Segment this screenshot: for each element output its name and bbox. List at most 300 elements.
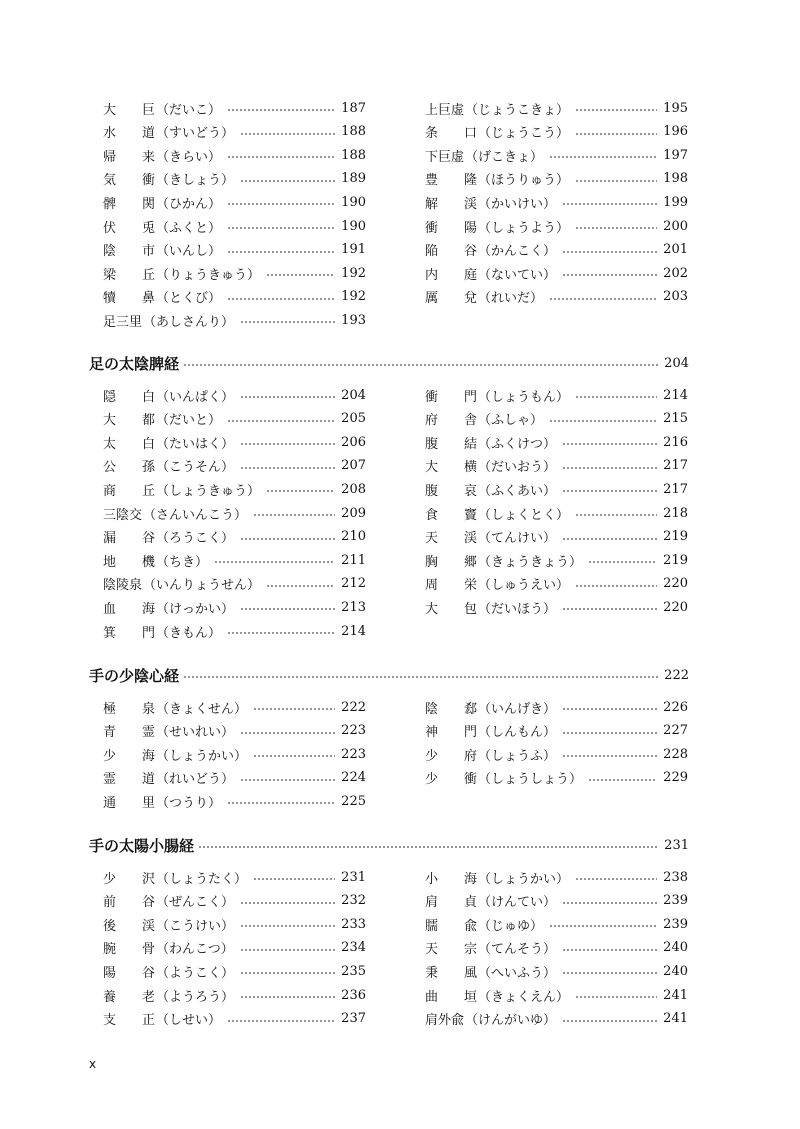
- toc-entry[interactable]: [425, 192, 688, 212]
- acupoint-reading: （きしょう）: [156, 173, 235, 189]
- leader-dots: [198, 846, 658, 848]
- entry-page-number: 206: [341, 434, 366, 450]
- leader-dots: [227, 227, 335, 229]
- acupoint-name: 支 正: [103, 1013, 155, 1029]
- entry-page-number: 217: [663, 458, 688, 474]
- leader-dots: [266, 585, 335, 587]
- entry-page-number: 233: [341, 916, 366, 932]
- toc-entry[interactable]: [425, 914, 688, 934]
- leader-dots: [227, 109, 335, 111]
- toc-entry[interactable]: [103, 597, 366, 617]
- acupoint-name: 箕 門: [103, 625, 155, 641]
- leader-dots: [240, 321, 335, 323]
- leader-dots: [562, 443, 657, 445]
- entry-page-number: 197: [663, 147, 688, 163]
- acupoint-name: 隠 白: [103, 389, 155, 405]
- acupoint-reading: （へいふう）: [478, 965, 557, 981]
- toc-entry[interactable]: [103, 287, 366, 307]
- toc-entry[interactable]: [425, 98, 688, 118]
- acupoint-name: 髀 関: [103, 196, 155, 212]
- acupoint-reading: （かいけい）: [478, 196, 557, 212]
- acupoint-name: 漏 谷: [103, 531, 155, 547]
- acupoint-name: 陽 谷: [103, 965, 155, 981]
- right-column: [425, 867, 688, 1032]
- entry-page-number: 212: [341, 576, 366, 592]
- entry-page-number: 203: [663, 289, 688, 305]
- acupoint-name: 気 衝: [103, 173, 155, 189]
- toc-entry[interactable]: [103, 961, 366, 981]
- acupoint-name: 内 庭: [425, 267, 477, 283]
- leader-dots: [575, 878, 657, 880]
- toc-entry[interactable]: [425, 240, 688, 260]
- acupoint-reading: （いんぱく）: [156, 389, 235, 405]
- acupoint-reading: （しょうかい）: [156, 748, 248, 764]
- acupoint-reading: （きもん）: [156, 625, 222, 641]
- leader-dots: [227, 632, 335, 634]
- leader-dots: [240, 396, 335, 398]
- entry-page-number: 198: [663, 171, 688, 187]
- acupoint-reading: （ようろう）: [156, 989, 235, 1005]
- entry-page-number: 204: [341, 387, 366, 403]
- acupoint-reading: （けんがいゆ）: [465, 1013, 557, 1029]
- toc-entry[interactable]: [103, 768, 366, 788]
- entry-page-number: 195: [663, 100, 688, 116]
- acupoint-reading: （すいどう）: [156, 126, 235, 142]
- toc-entry[interactable]: [103, 744, 366, 764]
- entry-page-number: 214: [341, 623, 366, 639]
- section-title: 足の太陰脾経: [89, 354, 180, 373]
- toc-entry[interactable]: [103, 621, 366, 641]
- acupoint-reading: （さんいんこう）: [143, 507, 248, 523]
- acupoint-name: 腹 哀: [425, 483, 477, 499]
- toc-entry[interactable]: [103, 385, 366, 405]
- entry-page-number: 213: [341, 599, 366, 615]
- toc-entry[interactable]: [103, 169, 366, 189]
- acupoint-reading: （ふくと）: [156, 220, 222, 236]
- entry-page-number: 239: [663, 893, 688, 909]
- entry-page-number: 234: [341, 940, 366, 956]
- leader-dots: [227, 1020, 335, 1022]
- leader-dots: [266, 274, 335, 276]
- acupoint-reading: （けっかい）: [156, 601, 235, 617]
- acupoint-reading: （せいれい）: [156, 725, 235, 741]
- toc-entry[interactable]: [103, 145, 366, 165]
- acupoint-reading: （きょくえん）: [478, 989, 570, 1005]
- acupoint-reading: （りょうきゅう）: [156, 267, 261, 283]
- toc-entry[interactable]: [103, 456, 366, 476]
- entry-page-number: 222: [341, 699, 366, 715]
- leader-dots: [575, 109, 657, 111]
- entry-page-number: 220: [663, 599, 688, 615]
- acupoint-reading: （しゅうえい）: [478, 578, 570, 594]
- section-page-number: 204: [664, 355, 689, 371]
- acupoint-name: 下巨虚: [425, 149, 465, 165]
- section-heading[interactable]: [89, 663, 689, 687]
- acupoint-name: 足三里: [103, 314, 143, 330]
- acupoint-reading: （れいどう）: [156, 772, 235, 788]
- entry-page-number: 225: [341, 793, 366, 809]
- leader-dots: [575, 996, 657, 998]
- entry-page-number: 241: [663, 1011, 688, 1027]
- entry-page-number: 189: [341, 171, 366, 187]
- right-column: [425, 697, 688, 791]
- leader-dots: [227, 156, 335, 158]
- leader-dots: [240, 443, 335, 445]
- acupoint-reading: （だいほう）: [478, 601, 557, 617]
- entry-page-number: 240: [663, 963, 688, 979]
- toc-entry[interactable]: [103, 432, 366, 452]
- entry-page-number: 229: [663, 770, 688, 786]
- entry-page-number: 235: [341, 963, 366, 979]
- toc-entry[interactable]: [425, 432, 688, 452]
- acupoint-name: 少 府: [425, 748, 477, 764]
- acupoint-reading: （たいはく）: [156, 436, 235, 452]
- toc-entry[interactable]: [425, 891, 688, 911]
- leader-dots: [227, 251, 335, 253]
- entry-page-number: 192: [341, 265, 366, 281]
- acupoint-reading: （けんてい）: [478, 895, 557, 911]
- acupoint-name: 大 巨: [103, 102, 155, 118]
- acupoint-reading: （いんし）: [156, 244, 222, 260]
- leader-dots: [227, 802, 335, 804]
- acupoint-name: 腹 結: [425, 436, 477, 452]
- toc-entry[interactable]: [425, 867, 688, 887]
- acupoint-reading: （ようこく）: [156, 965, 235, 981]
- entry-page-number: 219: [663, 529, 688, 545]
- acupoint-reading: （じゅゆ）: [478, 918, 544, 934]
- leader-dots: [562, 467, 657, 469]
- toc-entry[interactable]: [103, 867, 366, 887]
- entry-page-number: 218: [663, 505, 688, 521]
- acupoint-name: 衝 門: [425, 389, 477, 405]
- acupoint-name: 三陰交: [103, 507, 143, 523]
- toc-entry[interactable]: [103, 985, 366, 1005]
- toc-entry[interactable]: [425, 145, 688, 165]
- toc-entry[interactable]: [103, 527, 366, 547]
- entry-page-number: 223: [341, 746, 366, 762]
- leader-dots: [562, 274, 657, 276]
- acupoint-reading: （つうり）: [156, 795, 222, 811]
- acupoint-reading: （じょうこきょ）: [465, 102, 570, 118]
- toc-entry[interactable]: [425, 985, 688, 1005]
- acupoint-name: 衝 陽: [425, 220, 477, 236]
- acupoint-name: 犢 鼻: [103, 291, 155, 307]
- acupoint-name: 陥 谷: [425, 244, 477, 260]
- left-column: [103, 98, 366, 334]
- page-footer-number: x: [89, 1057, 97, 1071]
- toc-entry[interactable]: [425, 597, 688, 617]
- entry-page-number: 196: [663, 124, 688, 140]
- acupoint-name: 地 機: [103, 554, 155, 570]
- leader-dots: [240, 779, 335, 781]
- toc-entry[interactable]: [425, 961, 688, 981]
- leader-dots: [562, 972, 657, 974]
- entry-page-number: 241: [663, 987, 688, 1003]
- acupoint-name: 陰 郄: [425, 701, 477, 717]
- acupoint-reading: （ふくけつ）: [478, 436, 557, 452]
- acupoint-reading: （しょうかい）: [478, 871, 570, 887]
- toc-entry[interactable]: [103, 98, 366, 118]
- acupoint-name: 解 渓: [425, 196, 477, 212]
- acupoint-name: 伏 兎: [103, 220, 155, 236]
- leader-dots: [575, 514, 657, 516]
- toc-entry[interactable]: [425, 1009, 688, 1029]
- leader-dots: [562, 949, 657, 951]
- leader-dots: [240, 467, 335, 469]
- acupoint-name: 商 丘: [103, 483, 155, 499]
- acupoint-reading: （だいと）: [156, 413, 222, 429]
- toc-entry[interactable]: [103, 721, 366, 741]
- leader-dots: [227, 298, 335, 300]
- leader-dots: [240, 538, 335, 540]
- leader-dots: [575, 585, 657, 587]
- entry-page-number: 217: [663, 481, 688, 497]
- toc-entry[interactable]: [425, 216, 688, 236]
- leader-dots: [227, 203, 335, 205]
- acupoint-reading: （ろうこく）: [156, 531, 235, 547]
- acupoint-name: 陰陵泉: [103, 578, 143, 594]
- acupoint-reading: （てんけい）: [478, 531, 557, 547]
- toc-entry[interactable]: [103, 122, 366, 142]
- toc-entry[interactable]: [103, 240, 366, 260]
- toc-entry[interactable]: [103, 409, 366, 429]
- leader-dots: [575, 133, 657, 135]
- acupoint-reading: （しょうもん）: [478, 389, 570, 405]
- entry-page-number: 228: [663, 746, 688, 762]
- leader-dots: [562, 538, 657, 540]
- entry-page-number: 219: [663, 552, 688, 568]
- acupoint-name: 肩外兪: [425, 1013, 465, 1029]
- acupoint-name: 府 舎: [425, 413, 477, 429]
- acupoint-name: 陰 市: [103, 244, 155, 260]
- entry-page-number: 232: [341, 893, 366, 909]
- toc-entry[interactable]: [425, 938, 688, 958]
- leader-dots: [253, 514, 335, 516]
- acupoint-name: 曲 垣: [425, 989, 477, 1005]
- toc-entry[interactable]: [103, 263, 366, 283]
- entry-page-number: 227: [663, 723, 688, 739]
- leader-dots: [562, 755, 657, 757]
- toc-entry[interactable]: [425, 527, 688, 547]
- leader-dots: [240, 732, 335, 734]
- acupoint-reading: （しょうしょう）: [478, 772, 583, 788]
- acupoint-name: 梁 丘: [103, 267, 155, 283]
- acupoint-name: 胸 郷: [425, 554, 477, 570]
- entry-page-number: 192: [341, 289, 366, 305]
- leader-dots: [253, 708, 335, 710]
- leader-dots: [549, 298, 657, 300]
- toc-entry[interactable]: [425, 721, 688, 741]
- toc-entry[interactable]: [425, 456, 688, 476]
- leader-dots: [240, 902, 335, 904]
- toc-entry[interactable]: [103, 479, 366, 499]
- toc-entry[interactable]: [103, 697, 366, 717]
- acupoint-name: 大 都: [103, 413, 155, 429]
- entry-page-number: 187: [341, 100, 366, 116]
- entry-page-number: 188: [341, 124, 366, 140]
- section-page-number: 231: [664, 837, 689, 853]
- acupoint-name: 豊 隆: [425, 173, 477, 189]
- acupoint-name: 極 泉: [103, 701, 155, 717]
- right-column: [425, 98, 688, 310]
- acupoint-reading: （ふくあい）: [478, 483, 557, 499]
- entry-page-number: 190: [341, 218, 366, 234]
- toc-entry[interactable]: [103, 310, 366, 330]
- acupoint-name: 食 竇: [425, 507, 477, 523]
- left-column: [103, 867, 366, 1032]
- entry-page-number: 201: [663, 242, 688, 258]
- acupoint-name: 大 横: [425, 460, 477, 476]
- entry-page-number: 191: [341, 242, 366, 258]
- acupoint-reading: （いんりょうせん）: [143, 578, 261, 594]
- toc-entry[interactable]: [103, 550, 366, 570]
- toc-entry[interactable]: [425, 287, 688, 307]
- toc-entry[interactable]: [103, 791, 366, 811]
- leader-dots: [562, 203, 657, 205]
- leader-dots: [240, 180, 335, 182]
- acupoint-name: 神 門: [425, 725, 477, 741]
- left-column: [103, 385, 366, 645]
- acupoint-reading: （わんこつ）: [156, 942, 234, 958]
- acupoint-name: 青 霊: [103, 725, 155, 741]
- toc-entry[interactable]: [103, 192, 366, 212]
- leader-dots: [240, 972, 335, 974]
- toc-entry[interactable]: [103, 503, 366, 523]
- entry-page-number: 231: [341, 869, 366, 885]
- acupoint-reading: （とくび）: [156, 291, 222, 307]
- toc-entry[interactable]: [425, 574, 688, 594]
- leader-dots: [588, 561, 657, 563]
- leader-dots: [240, 996, 335, 998]
- acupoint-name: 小 海: [425, 871, 477, 887]
- toc-entry[interactable]: [103, 1009, 366, 1029]
- entry-page-number: 200: [663, 218, 688, 234]
- entry-page-number: 236: [341, 987, 366, 1003]
- toc-entry[interactable]: [425, 169, 688, 189]
- acupoint-reading: （しせい）: [156, 1013, 222, 1029]
- acupoint-reading: （きらい）: [156, 149, 222, 165]
- toc-entry[interactable]: [425, 263, 688, 283]
- toc-entry[interactable]: [103, 914, 366, 934]
- leader-dots: [253, 755, 335, 757]
- leader-dots: [588, 779, 657, 781]
- entry-page-number: 214: [663, 387, 688, 403]
- toc-entry[interactable]: [425, 122, 688, 142]
- entry-page-number: 239: [663, 916, 688, 932]
- entry-page-number: 223: [341, 723, 366, 739]
- acupoint-reading: （いんげき）: [478, 701, 557, 717]
- entry-page-number: 209: [341, 505, 366, 521]
- acupoint-reading: （しょうよう）: [478, 220, 570, 236]
- section-heading[interactable]: [89, 833, 689, 857]
- acupoint-reading: （ふしゃ）: [478, 413, 544, 429]
- acupoint-name: 少 衝: [425, 772, 477, 788]
- toc-entry[interactable]: [103, 216, 366, 236]
- leader-dots: [562, 490, 657, 492]
- acupoint-name: 後 渓: [103, 918, 155, 934]
- entry-page-number: 240: [663, 940, 688, 956]
- leader-dots: [253, 878, 335, 880]
- leader-dots: [266, 490, 335, 492]
- acupoint-reading: （しょうふ）: [478, 748, 557, 764]
- acupoint-name: 厲 兌: [425, 291, 477, 307]
- entry-page-number: 237: [341, 1011, 366, 1027]
- toc-entry[interactable]: [103, 938, 366, 958]
- leader-dots: [562, 732, 657, 734]
- acupoint-reading: （きょくせん）: [156, 701, 248, 717]
- acupoint-reading: （きょうきょう）: [478, 554, 583, 570]
- acupoint-reading: （れいだ）: [478, 291, 544, 307]
- toc-entry[interactable]: [103, 891, 366, 911]
- leader-dots: [549, 156, 657, 158]
- acupoint-reading: （ひかん）: [156, 196, 222, 212]
- toc-entry[interactable]: [103, 574, 366, 594]
- entry-page-number: 190: [341, 194, 366, 210]
- acupoint-reading: （かんこく）: [478, 244, 557, 260]
- toc-entry[interactable]: [425, 503, 688, 523]
- acupoint-name: 前 谷: [103, 895, 155, 911]
- acupoint-name: 水 道: [103, 126, 155, 142]
- acupoint-reading: （しょうたく）: [156, 871, 248, 887]
- acupoint-name: 血 海: [103, 601, 155, 617]
- toc-entry[interactable]: [425, 479, 688, 499]
- toc-entry[interactable]: [425, 744, 688, 764]
- acupoint-name: 大 包: [425, 601, 477, 617]
- entry-page-number: 208: [341, 481, 366, 497]
- leader-dots: [183, 676, 658, 678]
- leader-dots: [549, 420, 657, 422]
- acupoint-reading: （しょくとく）: [478, 507, 570, 523]
- acupoint-name: 少 海: [103, 748, 155, 764]
- entry-page-number: 188: [341, 147, 366, 163]
- leader-dots: [562, 902, 657, 904]
- leader-dots: [562, 251, 657, 253]
- acupoint-name: 周 栄: [425, 578, 477, 594]
- acupoint-name: 養 老: [103, 989, 155, 1005]
- acupoint-name: 太 白: [103, 436, 155, 452]
- acupoint-name: 通 里: [103, 795, 155, 811]
- acupoint-reading: （だいこ）: [156, 102, 222, 118]
- entry-page-number: 210: [341, 529, 366, 545]
- section-heading[interactable]: [89, 351, 689, 375]
- entry-page-number: 199: [663, 194, 688, 210]
- leader-dots: [240, 608, 335, 610]
- toc-entry[interactable]: [425, 550, 688, 570]
- acupoint-reading: （だいおう）: [478, 460, 557, 476]
- toc-entry[interactable]: [425, 697, 688, 717]
- acupoint-name: 肩 貞: [425, 895, 477, 911]
- entry-page-number: 193: [341, 312, 366, 328]
- entry-page-number: 238: [663, 869, 688, 885]
- acupoint-reading: （ちき）: [156, 554, 209, 570]
- acupoint-reading: （こうけい）: [156, 918, 235, 934]
- acupoint-name: 公 孫: [103, 460, 155, 476]
- acupoint-name: 上巨虚: [425, 102, 465, 118]
- toc-entry[interactable]: [425, 409, 688, 429]
- toc-entry[interactable]: [425, 385, 688, 405]
- entry-page-number: 216: [663, 434, 688, 450]
- leader-dots: [562, 608, 657, 610]
- leader-dots: [240, 949, 335, 951]
- leader-dots: [240, 925, 335, 927]
- toc-entry[interactable]: [425, 768, 688, 788]
- entry-page-number: 205: [341, 411, 366, 427]
- acupoint-reading: （しんもん）: [478, 725, 557, 741]
- right-column: [425, 385, 688, 621]
- acupoint-reading: （ないてい）: [478, 267, 557, 283]
- leader-dots: [240, 133, 335, 135]
- acupoint-reading: （しょうきゅう）: [156, 483, 261, 499]
